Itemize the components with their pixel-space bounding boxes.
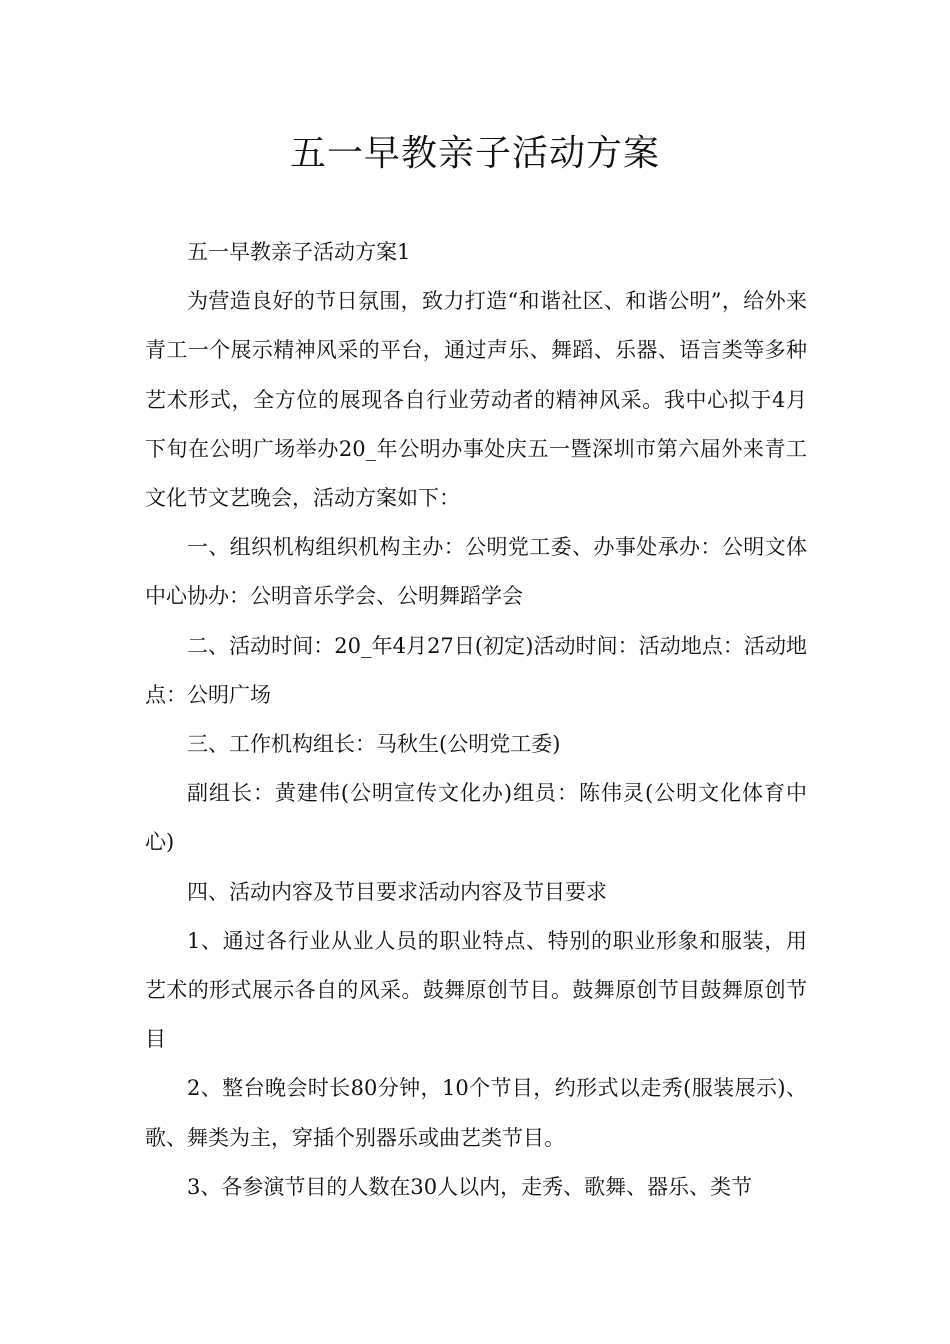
paragraph-item-1: 1、通过各行业从业人员的职业特点、特别的职业形象和服装，用艺术的形式展示各自的风采。鼓舞原创节目。鼓舞原创节目鼓舞原创节目 [145,928,807,1052]
paragraph-work-members: 副组长：黄建伟(公明宣传文化办)组员：陈伟灵(公明文化体育中心) [145,781,807,855]
paragraph-intro: 为营造良好的节日氛围，致力打造“和谐社区、和谐公明”，给外来青工一个展示精神风采的平台，通过声乐、舞蹈、乐器、语言类等多种艺术形式，全方位的展现各自行业劳动者的精神风采。我中心拟于4月下旬在公明广场举办20_年公明办事处庆五一暨深圳市第六届外来青工文化节文艺晚会，活动方案如下： [145,289,807,511]
paragraph-content-heading: 四、活动内容及节目要求活动内容及节目要求 [187,879,607,904]
paragraph-item-3: 3、各参演节目的人数在30人以内，走秀、歌舞、器乐、类节 [187,1174,753,1199]
document-body [145,228,807,1212]
paragraph-organization: 一、组织机构组织机构主办：公明党工委、办事处承办：公明文体中心协办：公明音乐学会、公明舞蹈学会 [145,535,807,609]
paragraph-heading: 五一早教亲子活动方案1 [187,240,411,264]
paragraph-item-2: 2、整台晚会时长80分钟，10个节目，约形式以走秀(服装展示)、歌、舞类为主，穿插个别器乐或曲艺类节目。 [145,1076,807,1150]
paragraph-work-leader: 三、工作机构组长：马秋生(公明党工委) [187,732,561,757]
paragraph-time-location: 二、活动时间：20_年4月27日(初定)活动时间：活动地点：活动地点：公明广场 [145,633,807,707]
page-title: 五一早教亲子活动方案 [289,133,660,174]
